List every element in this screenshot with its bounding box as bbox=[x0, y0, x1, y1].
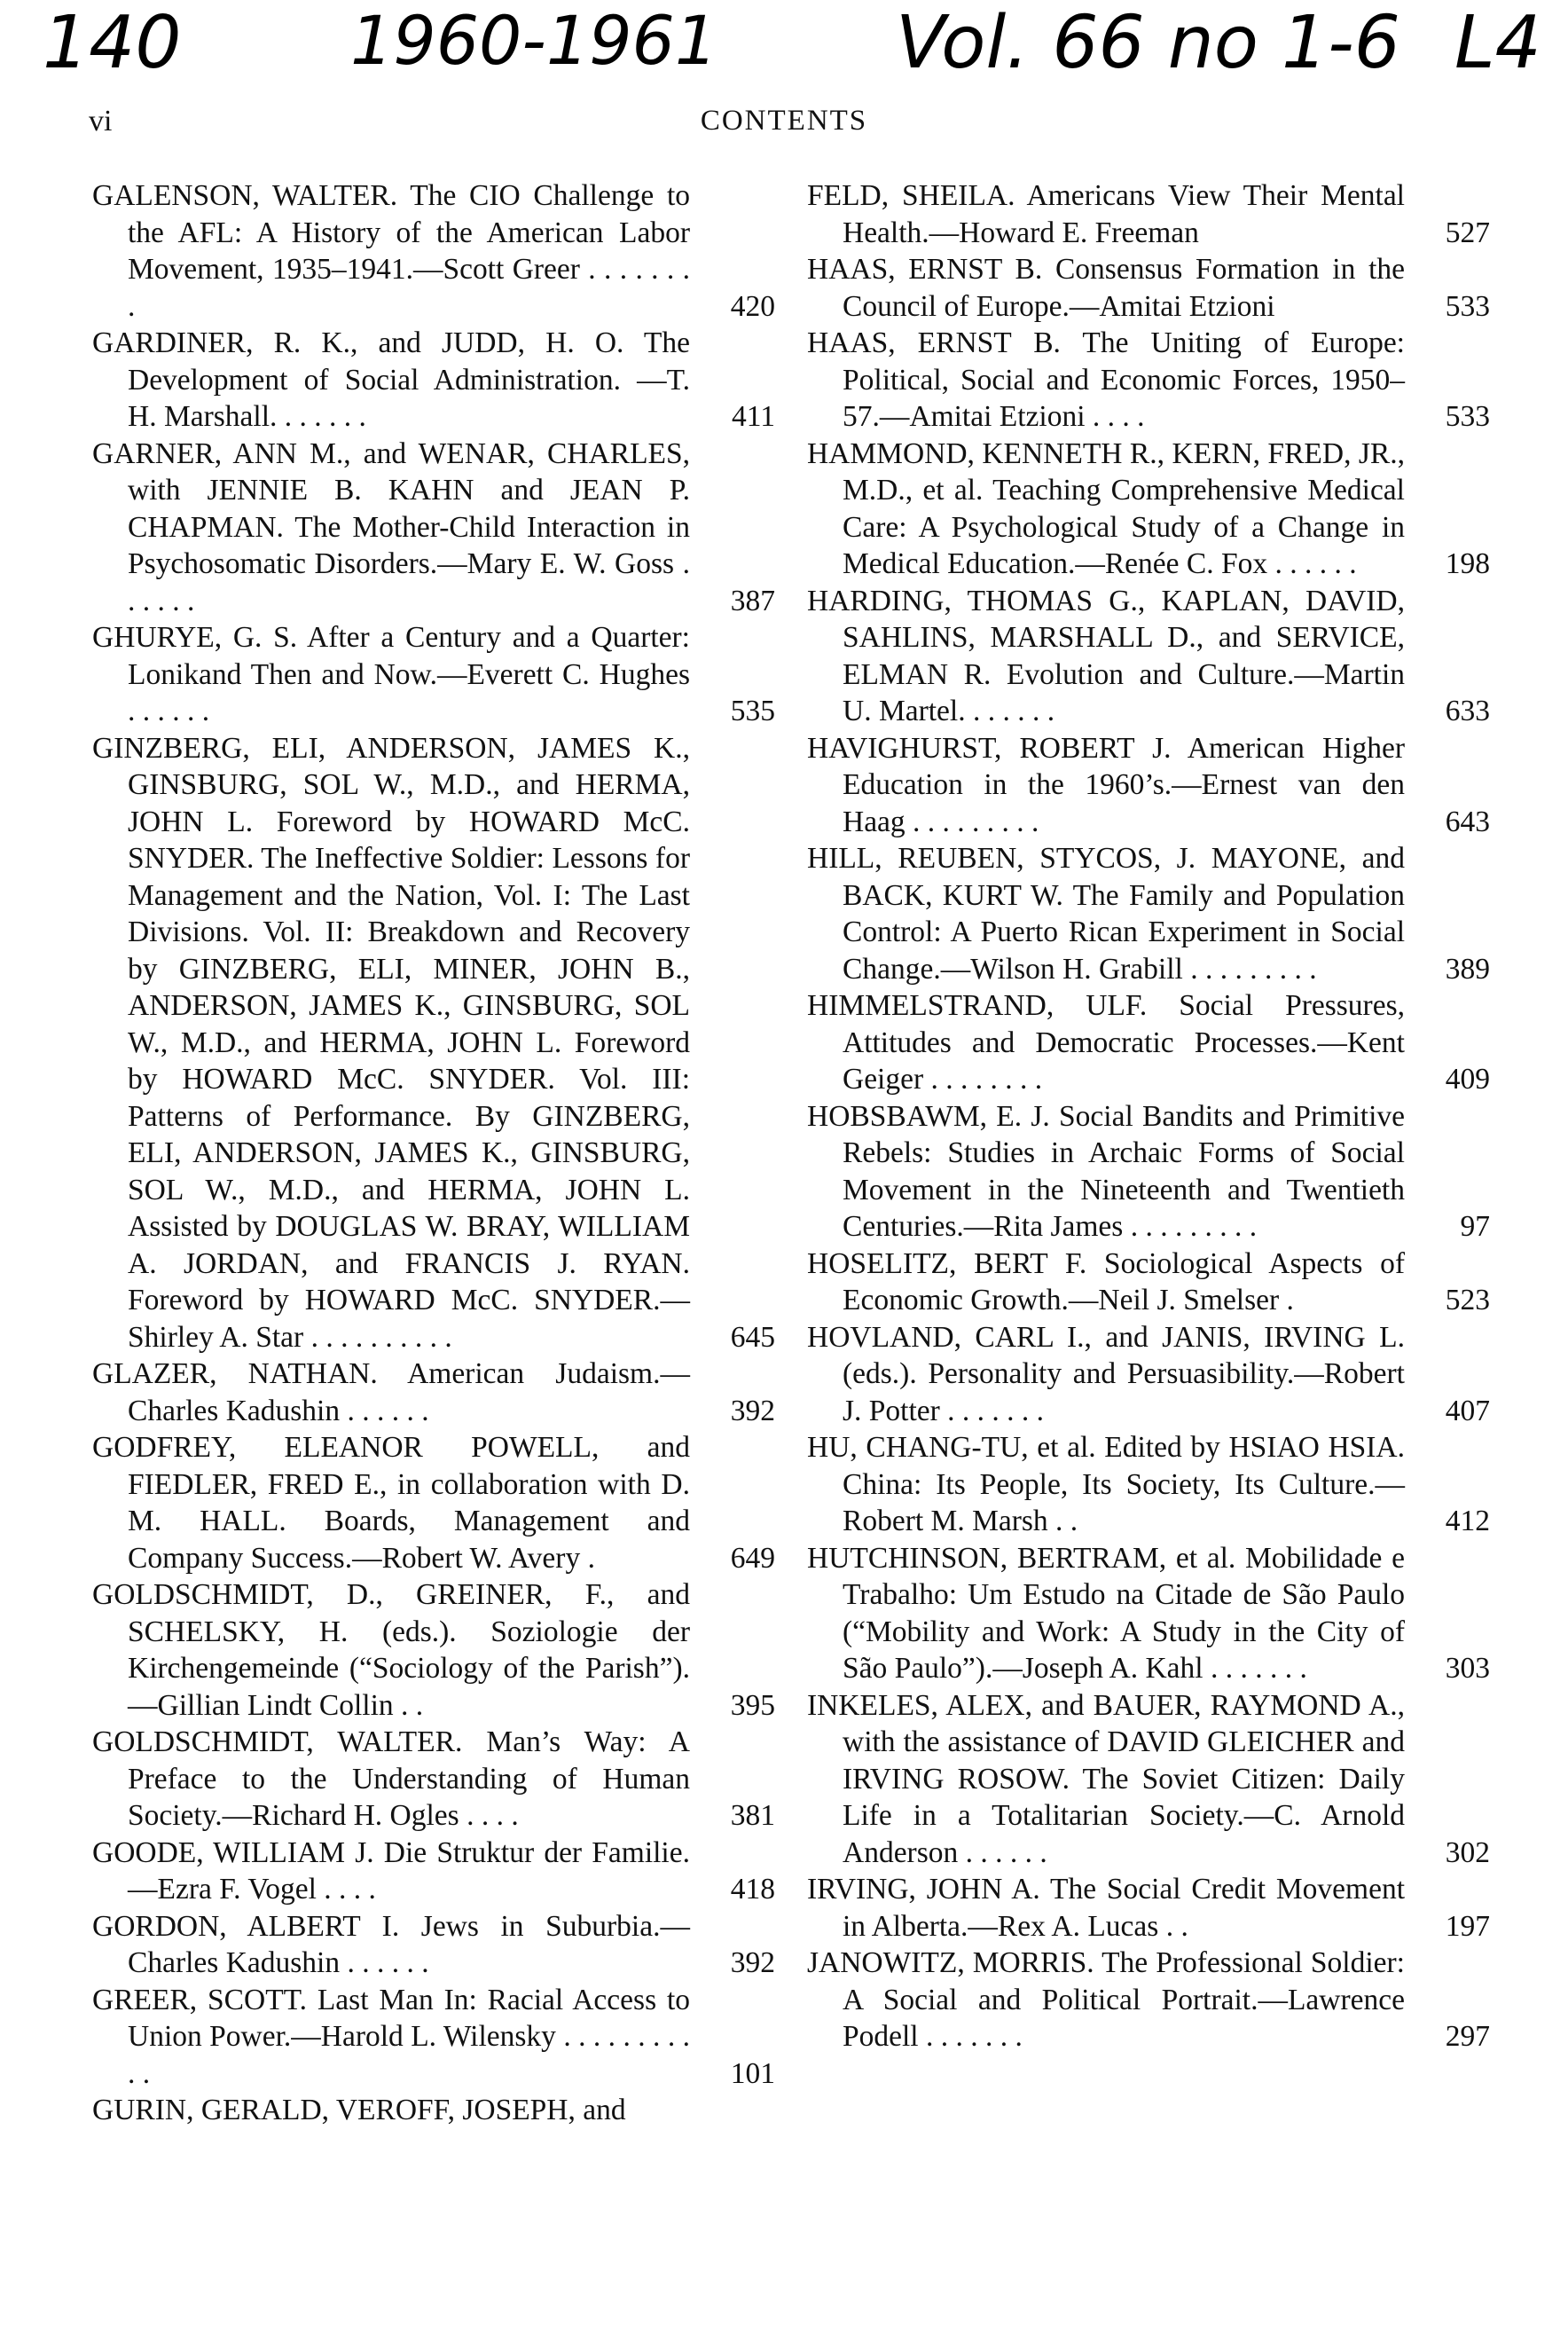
entry-page-number: 418 bbox=[730, 1873, 775, 1906]
entry-text: HOBSBAWM, E. J. Social Bandits and Primitive Rebels: Studies in Archaic Forms of Social Movement in the Nineteenth and Twentieth Centuries.—Rita James . . . . . . . . . bbox=[807, 1099, 1405, 1243]
entry-text: HAMMOND, KENNETH R., KERN, FRED, JR., M.D., et al. Teaching Comprehensive Medical Care: A Psychological Study of a Change in Medical Education.—Renée C. Fox . . . . . . bbox=[807, 436, 1405, 580]
entry-page-number: 197 bbox=[1445, 1909, 1490, 1943]
entry-text: GLAZER, NATHAN. American Judaism.—Charles Kadushin . . . . . . bbox=[92, 1357, 690, 1427]
contents-entry bbox=[92, 619, 775, 730]
entry-text: GODFREY, ELEANOR POWELL, and FIEDLER, FRED E., in collaboration with D. M. HALL. Boards, Management and Company Success.—Robert W. Avery . bbox=[92, 1431, 690, 1575]
entry-page-number: 523 bbox=[1445, 1284, 1490, 1316]
contents-entry bbox=[92, 1429, 775, 1576]
contents-entry bbox=[92, 1835, 775, 1908]
entry-page-number: 389 bbox=[1445, 952, 1490, 986]
contents-entry bbox=[807, 1246, 1490, 1319]
contents-entry bbox=[807, 987, 1490, 1098]
entry-text: HARDING, THOMAS G., KAPLAN, DAVID, SAHLINS, MARSHALL D., and SERVICE, ELMAN R. Evolution and Culture.—Martin U. Martel. . . . . . . bbox=[807, 584, 1405, 727]
contents-entry bbox=[807, 1319, 1490, 1430]
handwritten-number: 140 bbox=[43, 1, 182, 85]
entry-text: HAAS, ERNST B. Consensus Formation in the Council of Europe.—Amitai Etzioni bbox=[807, 253, 1405, 323]
entry-page-number: 533 bbox=[1445, 400, 1490, 433]
entry-page-number: 412 bbox=[1445, 1505, 1490, 1537]
contents-entry bbox=[807, 1871, 1490, 1945]
contents-entry bbox=[92, 1576, 775, 1724]
entry-page-number: 97 bbox=[1460, 1210, 1490, 1243]
right-column bbox=[807, 177, 1490, 2055]
entry-page-number: 392 bbox=[730, 1394, 775, 1427]
entry-text: HILL, REUBEN, STYCOS, J. MAYONE, and BACK, KURT W. The Family and Population Control: A Puerto Rican Experiment in Social Change.—Wilson H. Grabill . . . . . . . . . bbox=[807, 842, 1405, 986]
entry-text: JANOWITZ, MORRIS. The Professional Soldier: A Social and Political Portrait.—Lawrence Podell . . . . . . . bbox=[807, 1946, 1405, 2053]
entry-text: GOODE, WILLIAM J. Die Struktur der Familie.—Ezra F. Vogel . . . . bbox=[92, 1835, 690, 1906]
contents-entry bbox=[92, 325, 775, 436]
entry-page-number: 420 bbox=[730, 289, 775, 323]
contents-entry bbox=[807, 1540, 1490, 1687]
entry-text: GREER, SCOTT. Last Man In: Racial Access to Union Power.—Harold L. Wilensky . . . . . . . . . . . bbox=[92, 1983, 690, 2090]
contents-entry bbox=[92, 1724, 775, 1835]
entry-page-number: 411 bbox=[731, 400, 775, 433]
contents-entry bbox=[807, 251, 1490, 325]
entry-text: FELD, SHEILA. Americans View Their Mental Health.—Howard E. Freeman bbox=[807, 179, 1405, 249]
entry-text: GOLDSCHMIDT, WALTER. Man’s Way: A Preface to the Understanding of Human Society.—Richard H. Ogles . . . . bbox=[92, 1725, 690, 1832]
entry-text: GOLDSCHMIDT, D., GREINER, F., and SCHELSKY, H. (eds.). Soziologie der Kirchengemeinde (“Sociology of the Parish”).—Gillian Lindt Collin . . bbox=[92, 1578, 690, 1722]
contents-entry bbox=[807, 1429, 1490, 1540]
entry-page-number: 527 bbox=[1445, 216, 1490, 249]
entry-text: HIMMELSTRAND, ULF. Social Pressures, Attitudes and Democratic Processes.—Kent Geiger . . . . . . . . bbox=[807, 989, 1405, 1096]
contents-entry bbox=[807, 436, 1490, 583]
entry-text: HOSELITZ, BERT F. Sociological Aspects of Economic Growth.—Neil J. Smelser . bbox=[807, 1246, 1405, 1316]
entry-text: GARDINER, R. K., and JUDD, H. O. The Development of Social Administration. —T. H. Marshall. . . . . . . bbox=[92, 326, 690, 433]
entry-text: HAVIGHURST, ROBERT J. American Higher Education in the 1960’s.—Ernest van den Haag . . . . . . . . . bbox=[807, 731, 1405, 838]
entry-page-number: 198 bbox=[1445, 547, 1490, 580]
entry-page-number: 533 bbox=[1445, 289, 1490, 323]
entry-page-number: 645 bbox=[730, 1320, 775, 1354]
entry-page-number: 407 bbox=[1445, 1394, 1490, 1427]
contents-entry bbox=[92, 2092, 775, 2129]
entry-text: GURIN, GERALD, VEROFF, JOSEPH, and bbox=[92, 2094, 626, 2126]
contents-entry bbox=[92, 1982, 775, 2093]
contents-entry bbox=[92, 1356, 775, 1429]
contents-entry bbox=[807, 730, 1490, 841]
entry-page-number: 535 bbox=[730, 695, 775, 727]
entry-page-number: 395 bbox=[730, 1688, 775, 1722]
entry-page-number: 392 bbox=[730, 1946, 775, 1979]
entry-page-number: 303 bbox=[1445, 1652, 1490, 1685]
entry-text: GINZBERG, ELI, ANDERSON, JAMES K., GINSBURG, SOL W., M.D., and HERMA, JOHN L. Foreword by HOWARD McC. SNYDER. The Ineffective Soldier: Lessons for Management and the Nation, Vol. I: The Last Divisions. Vol. II: Breakdown and Recovery by GINZBERG, ELI, MINER, JOHN B., ANDERSON, JAMES K., GINSBURG, SOL W., M.D., and HERMA, JOHN L. Foreword by HOWARD McC. SNYDER. Vol. III: Patterns of Performance. By GINZBERG, ELI, ANDERSON, JAMES K., GINSBURG, SOL W., M.D., and HERMA, JOHN L. Assisted by DOUGLAS W. BRAY, WILLIAM A. JORDAN, and FRANCIS J. RYAN. Foreword by HOWARD McC. SNYDER.—Shirley A. Star . . . . . . . . . . bbox=[92, 731, 690, 1354]
page-title: CONTENTS bbox=[700, 105, 868, 137]
entry-text: HAAS, ERNST B. The Uniting of Europe: Political, Social and Economic Forces, 1950–57.—Amitai Etzioni . . . . bbox=[807, 326, 1405, 433]
entry-page-number: 101 bbox=[730, 2056, 775, 2090]
entry-page-number: 297 bbox=[1445, 2020, 1490, 2053]
entry-text: HUTCHINSON, BERTRAM, et al. Mobilidade e Trabalho: Um Estudo na Citade de São Paulo (“Mobility and Work: A Study in the City of São Paulo”).—Joseph A. Kahl . . . . . . . bbox=[807, 1541, 1405, 1685]
entry-page-number: 302 bbox=[1445, 1835, 1490, 1869]
entry-text: HU, CHANG-TU, et al. Edited by HSIAO HSIA. China: Its People, Its Society, Its Culture.—Robert M. Marsh . . bbox=[807, 1431, 1405, 1537]
entry-page-number: 381 bbox=[730, 1799, 775, 1832]
entry-text: HOVLAND, CARL I., and JANIS, IRVING L. (eds.). Personality and Persuasibility.—Robert J. Potter . . . . . . . bbox=[807, 1320, 1405, 1427]
contents-entry bbox=[92, 1908, 775, 1982]
entry-page-number: 409 bbox=[1445, 1063, 1490, 1096]
contents-entry bbox=[807, 1098, 1490, 1246]
handwritten-code: L4 bbox=[1454, 1, 1541, 85]
entry-page-number: 649 bbox=[730, 1541, 775, 1575]
handwritten-volume: Vol. 66 no 1-6 bbox=[896, 1, 1400, 85]
contents-entry bbox=[92, 436, 775, 620]
handwritten-years: 1960-1961 bbox=[350, 1, 718, 80]
contents-entry bbox=[807, 177, 1490, 251]
contents-entry bbox=[807, 1687, 1490, 1872]
entry-text: GARNER, ANN M., and WENAR, CHARLES, with JENNIE B. KAHN and JEAN P. CHAPMAN. The Mother-Child Interaction in Psychosomatic Disorders.—Mary E. W. Goss . . . . . . bbox=[92, 436, 690, 617]
entry-page-number: 387 bbox=[730, 584, 775, 617]
entry-page-number: 643 bbox=[1445, 805, 1490, 838]
contents-entry bbox=[807, 325, 1490, 436]
left-column bbox=[92, 177, 775, 2129]
entry-page-number: 633 bbox=[1445, 695, 1490, 727]
contents-entry bbox=[92, 730, 775, 1356]
entry-text: GHURYE, G. S. After a Century and a Quarter: Lonikand Then and Now.—Everett C. Hughes . . . . . . bbox=[92, 621, 690, 727]
entry-text: GORDON, ALBERT I. Jews in Suburbia.—Charles Kadushin . . . . . . bbox=[92, 1909, 690, 1979]
page-number: vi bbox=[89, 105, 113, 138]
entry-text: GALENSON, WALTER. The CIO Challenge to the AFL: A History of the American Labor Movement, 1935–1941.—Scott Greer . . . . . . . . bbox=[92, 179, 690, 323]
entry-text: IRVING, JOHN A. The Social Credit Movement in Alberta.—Rex A. Lucas . . bbox=[807, 1873, 1405, 1943]
contents-entry bbox=[807, 583, 1490, 730]
contents-entry bbox=[807, 840, 1490, 987]
entry-text: INKELES, ALEX, and BAUER, RAYMOND A., with the assistance of DAVID GLEICHER and IRVING ROSOW. The Soviet Citizen: Daily Life in a Totalitarian Society.—C. Arnold Anderson . . . . . . bbox=[807, 1688, 1405, 1869]
contents-entry bbox=[92, 177, 775, 325]
contents-entry bbox=[807, 1945, 1490, 2055]
